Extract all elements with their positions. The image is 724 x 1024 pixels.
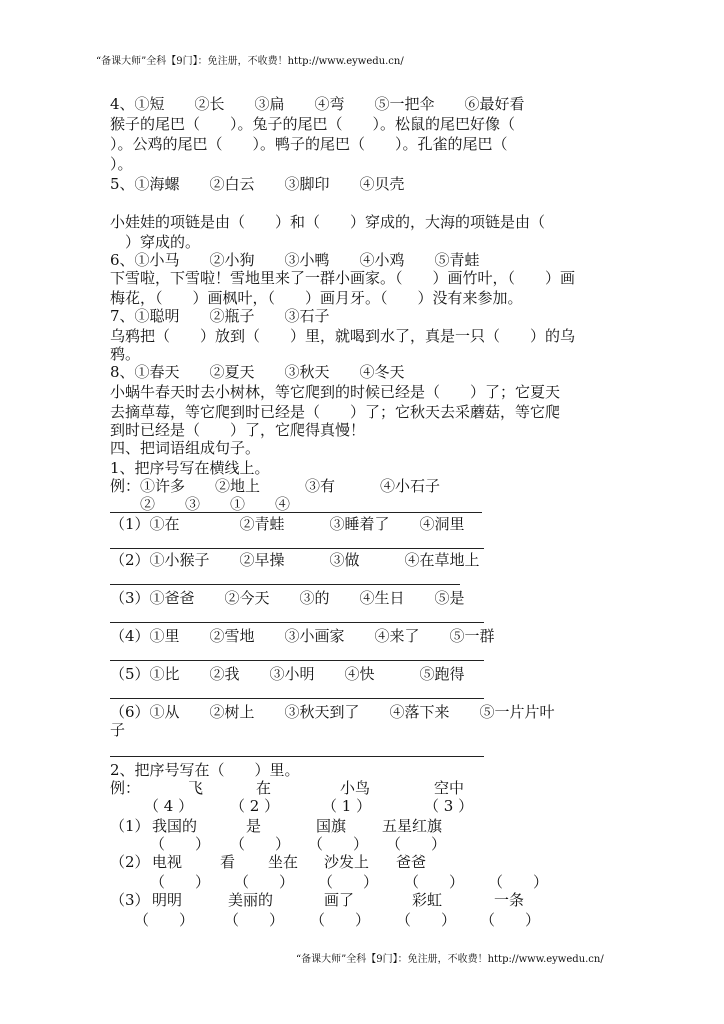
answer-blank[interactable]: （ ） [396, 911, 457, 929]
item-word: 坐在 [268, 853, 299, 871]
answer-line [110, 512, 482, 513]
answer-blank[interactable]: （ ） [488, 873, 549, 891]
exercise-1-item-3: （3）①爸爸 ②今天 ③的 ④生日 ⑤是 [110, 589, 465, 607]
exercise-1-item-1: （1）①在 ②青蛙 ③睡着了 ④洞里 [110, 515, 465, 533]
item-word: 是 [246, 817, 262, 835]
exercise-1-title: 1、把序号写在横线上。 [110, 459, 270, 477]
exercise-1-item-4: （4）①里 ②雪地 ③小画家 ④来了 ⑤一群 [110, 627, 495, 645]
item-word: 明明 [152, 891, 183, 909]
q5-text-line: 小娃娃的项链是由（ ）和（ ）穿成的，大海的项链是由（ [110, 213, 546, 231]
q6-text-line: 梅花，（ ）画枫叶，（ ）画月牙。（ ）没有来参加。 [110, 289, 523, 307]
q7-options: 7、①聪明 ②瓶子 ③石子 [110, 307, 330, 325]
answer-line [110, 548, 484, 549]
page-header: “备课大师”全科【9门】：免注册，不收费！http://www.eywedu.cn/ [96, 56, 404, 67]
example-answer-box: （ 4 ） [144, 797, 194, 815]
item-word: 国旗 [316, 817, 347, 835]
example-answer: ② ③ ① ④ [110, 495, 291, 513]
item-word: 五星红旗 [382, 817, 443, 835]
item-word: 电视 [152, 853, 183, 871]
answer-blank[interactable]: （ ） [224, 911, 285, 929]
answer-blank[interactable]: （ ） [308, 835, 369, 853]
exercise-1-item-5: （5）①比 ②我 ③小明 ④快 ⑤跑得 [110, 665, 465, 683]
item-word: 一条 [494, 891, 525, 909]
answer-blank[interactable]: （ ） [404, 873, 465, 891]
answer-blank[interactable]: （ ） [134, 911, 195, 929]
q7-text-line: 鸦。 [110, 345, 141, 363]
exercise-1-example: 例：①许多 ②地上 ③有 ④小石子 [110, 477, 441, 495]
example-word: 飞 [188, 779, 204, 797]
q6-text-line: 下雪啦，下雪啦！雪地里来了一群小画家。（ ）画竹叶，（ ）画 [110, 269, 576, 287]
answer-blank[interactable]: （ ） [480, 911, 541, 929]
exercise-2-item-label: （1） [110, 817, 150, 835]
q5-options: 5、①海螺 ②白云 ③脚印 ④贝壳 [110, 175, 405, 193]
page-footer: “备课大师”全科【9门】：免注册，不收费！http://www.eywedu.cn/ [296, 954, 604, 965]
answer-blank[interactable]: （ ） [318, 873, 379, 891]
item-word: 看 [220, 853, 236, 871]
answer-blank[interactable]: （ ） [234, 873, 295, 891]
example-answer-box: （ 1 ） [322, 797, 372, 815]
item-word: 美丽的 [228, 891, 274, 909]
exercise-1-item-2: （2）①小猴子 ②早操 ③做 ④在草地上 [110, 551, 480, 569]
q8-text-line: 小蜗牛春天时去小树林，等它爬到的时候已经是（ ）了；它夏天 [110, 383, 561, 401]
q6-options: 6、①小马 ②小狗 ③小鸭 ④小鸡 ⑤青蛙 [110, 251, 480, 269]
q4-text-line: 猴子的尾巴（ ）。兔子的尾巴（ ）。松鼠的尾巴好像（ [110, 115, 516, 133]
answer-blank[interactable]: （ ） [230, 835, 291, 853]
answer-blank[interactable]: （ ） [386, 835, 447, 853]
item-word: 我国的 [152, 817, 198, 835]
answer-line [110, 660, 484, 661]
exercise-2-example-label: 例： [110, 779, 141, 797]
example-answer-box: （ 3 ） [424, 797, 474, 815]
answer-line [110, 756, 484, 757]
answer-line [110, 622, 484, 623]
answer-blank[interactable]: （ ） [150, 873, 211, 891]
answer-line [110, 584, 460, 585]
answer-blank[interactable]: （ ） [150, 835, 211, 853]
item-word: 爸爸 [396, 853, 427, 871]
q7-text-line: 乌鸦把（ ）放到（ ）里，就喝到水了，真是一只（ ）的乌 [110, 327, 576, 345]
exercise-1-item-6: （6）①从 ②树上 ③秋天到了 ④落下来 ⑤一片片叶 [110, 703, 555, 721]
item-word: 彩虹 [412, 891, 443, 909]
q4-options: 4、①短 ②长 ③扁 ④弯 ⑤一把伞 ⑥最好看 [110, 95, 525, 113]
q5-text-line: ）穿成的。 [110, 233, 201, 251]
example-answer-box: （ 2 ） [230, 797, 280, 815]
exercise-2-item-label: （3） [110, 891, 150, 909]
exercise-1-item-6-cont: 子 [110, 721, 126, 739]
q4-text-line: ）。公鸡的尾巴（ ）。鸭子的尾巴（ ）。孔雀的尾巴（ [110, 135, 508, 153]
exercise-2-title: 2、把序号写在（ ）里。 [110, 761, 300, 779]
answer-blank[interactable]: （ ） [310, 911, 371, 929]
q8-text-line: 到时已经是（ ）了，它爬得真慢！ [110, 421, 366, 439]
item-word: 沙发上 [324, 853, 370, 871]
example-word: 在 [256, 779, 272, 797]
q4-text-line: ）。 [110, 155, 133, 173]
example-word: 小鸟 [340, 779, 371, 797]
item-word: 画了 [324, 891, 355, 909]
answer-line [110, 698, 484, 699]
exercise-2-item-label: （2） [110, 853, 150, 871]
example-word: 空中 [434, 779, 465, 797]
q8-text-line: 去摘草莓，等它爬到时已经是（ ）了；它秋天去采蘑菇，等它爬 [110, 403, 561, 421]
section-4-title: 四、把词语组成句子。 [110, 439, 261, 457]
q8-options: 8、①春天 ②夏天 ③秋天 ④冬天 [110, 363, 405, 381]
